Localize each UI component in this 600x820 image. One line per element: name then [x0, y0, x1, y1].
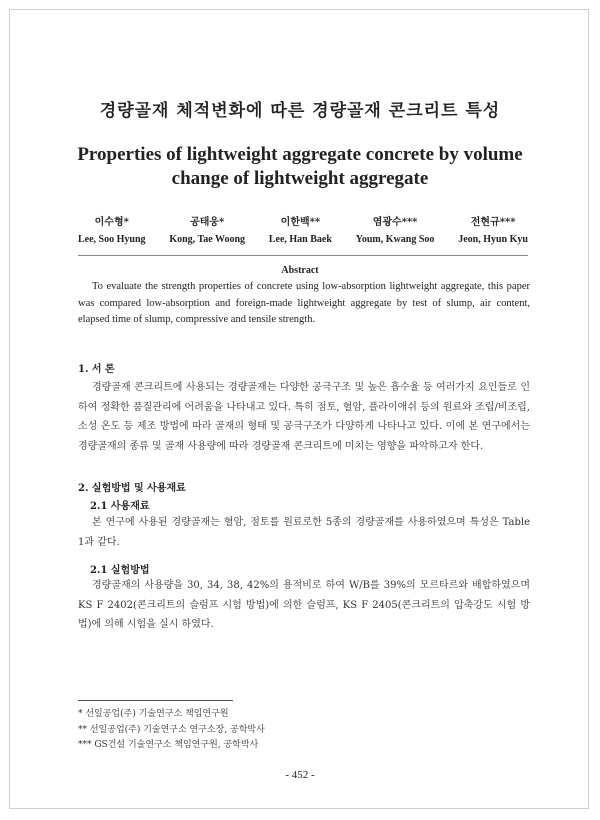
footnote: *** GS건설 기술연구소 책임연구원, 공학박사 — [78, 740, 259, 750]
author — [458, 216, 528, 248]
author-name-korean: 염광수*** — [372, 217, 418, 228]
author-name-english: Lee, Soo Hyung — [78, 234, 146, 245]
divider — [78, 255, 528, 256]
author-name-english: Youm, Kwang Soo — [355, 234, 435, 245]
title-korean: 경량골재 체적변화에 따른 경량골재 콘크리트 특성 — [99, 101, 501, 121]
abstract-text: To evaluate the strength properties of concrete using low-absorption lightweight aggregate, this paper was compared low-absorption and foreign-made lightweight aggregate by test of slump, air content, elapsed time of slump, compressive and tensile strength. — [78, 281, 530, 325]
title-english: Properties of lightweight aggregate concrete by volume change of lightweight aggregate — [77, 144, 523, 189]
author-name-english: Jeon, Hyun Kyu — [458, 234, 528, 245]
footnote: * 선일공업(주) 기술연구소 책임연구원 — [78, 709, 229, 719]
test-method-paragraph: 경량골재의 사용량을 30, 34, 38, 42%의 용적비로 하여 W/B를 39%의 모르타르와 배합하였으며 KS F 2402(콘크리트의 슬럼프 시험 방법)에 의한 슬럼프, KS F 2405(콘크리트의 압축강도 시험 방법)에 의해 시험을 실시 하였다. — [78, 580, 530, 630]
author-list — [78, 216, 528, 248]
materials-paragraph: 본 연구에 사용된 경량골재는 혈암, 점토를 원료로한 5종의 경량골재를 사용하였으며 특성은 Table 1과 같다. — [78, 517, 530, 548]
author-name-korean: 공태웅* — [190, 217, 225, 228]
author — [78, 216, 146, 248]
author-name-korean: 이한백** — [280, 217, 321, 228]
introduction-paragraph: 경량골재 콘크리트에 사용되는 경량골재는 다양한 공극구조 및 높은 흡수율 등 여러가지 요인들로 인하여 정확한 품질관리에 어려움을 나타내고 있다. 특히 점토, 혈암, 플라이애쉬 등의 원료와 조립/비조립, 소성 온도 등 제조 방법에 따라 골재의 형태 및 공극구조가 다양하게 나타나고 있다. 이에 본 연구에서는 경량골재의 종류 및 골재 사용량에 따라 경량골재 콘크리트에 미치는 영향을 파악하고자 한다. — [78, 382, 530, 452]
author-name-english: Lee, Han Baek — [268, 234, 332, 245]
author — [356, 216, 435, 248]
author — [169, 216, 245, 248]
subsection-heading-materials: 2.1 사용재료 — [90, 501, 150, 512]
footnotes — [78, 707, 478, 754]
abstract-heading: Abstract — [281, 265, 319, 276]
author — [269, 216, 332, 248]
author-name-english: Kong, Tae Woong — [169, 234, 246, 245]
page-number: - 452 - — [285, 769, 315, 781]
subsection-heading-test-method: 2.1 실험방법 — [90, 565, 150, 576]
section-heading-methods: 2. 실험방법 및 사용재료 — [78, 483, 186, 494]
section-heading-introduction: 1. 서 론 — [78, 364, 115, 375]
footnote-divider — [78, 700, 233, 701]
footnote: ** 선일공업(주) 기술연구소 연구소장, 공학박사 — [78, 724, 265, 735]
author-name-korean: 이수형* — [94, 217, 129, 228]
author-name-korean: 전현규*** — [470, 217, 516, 228]
